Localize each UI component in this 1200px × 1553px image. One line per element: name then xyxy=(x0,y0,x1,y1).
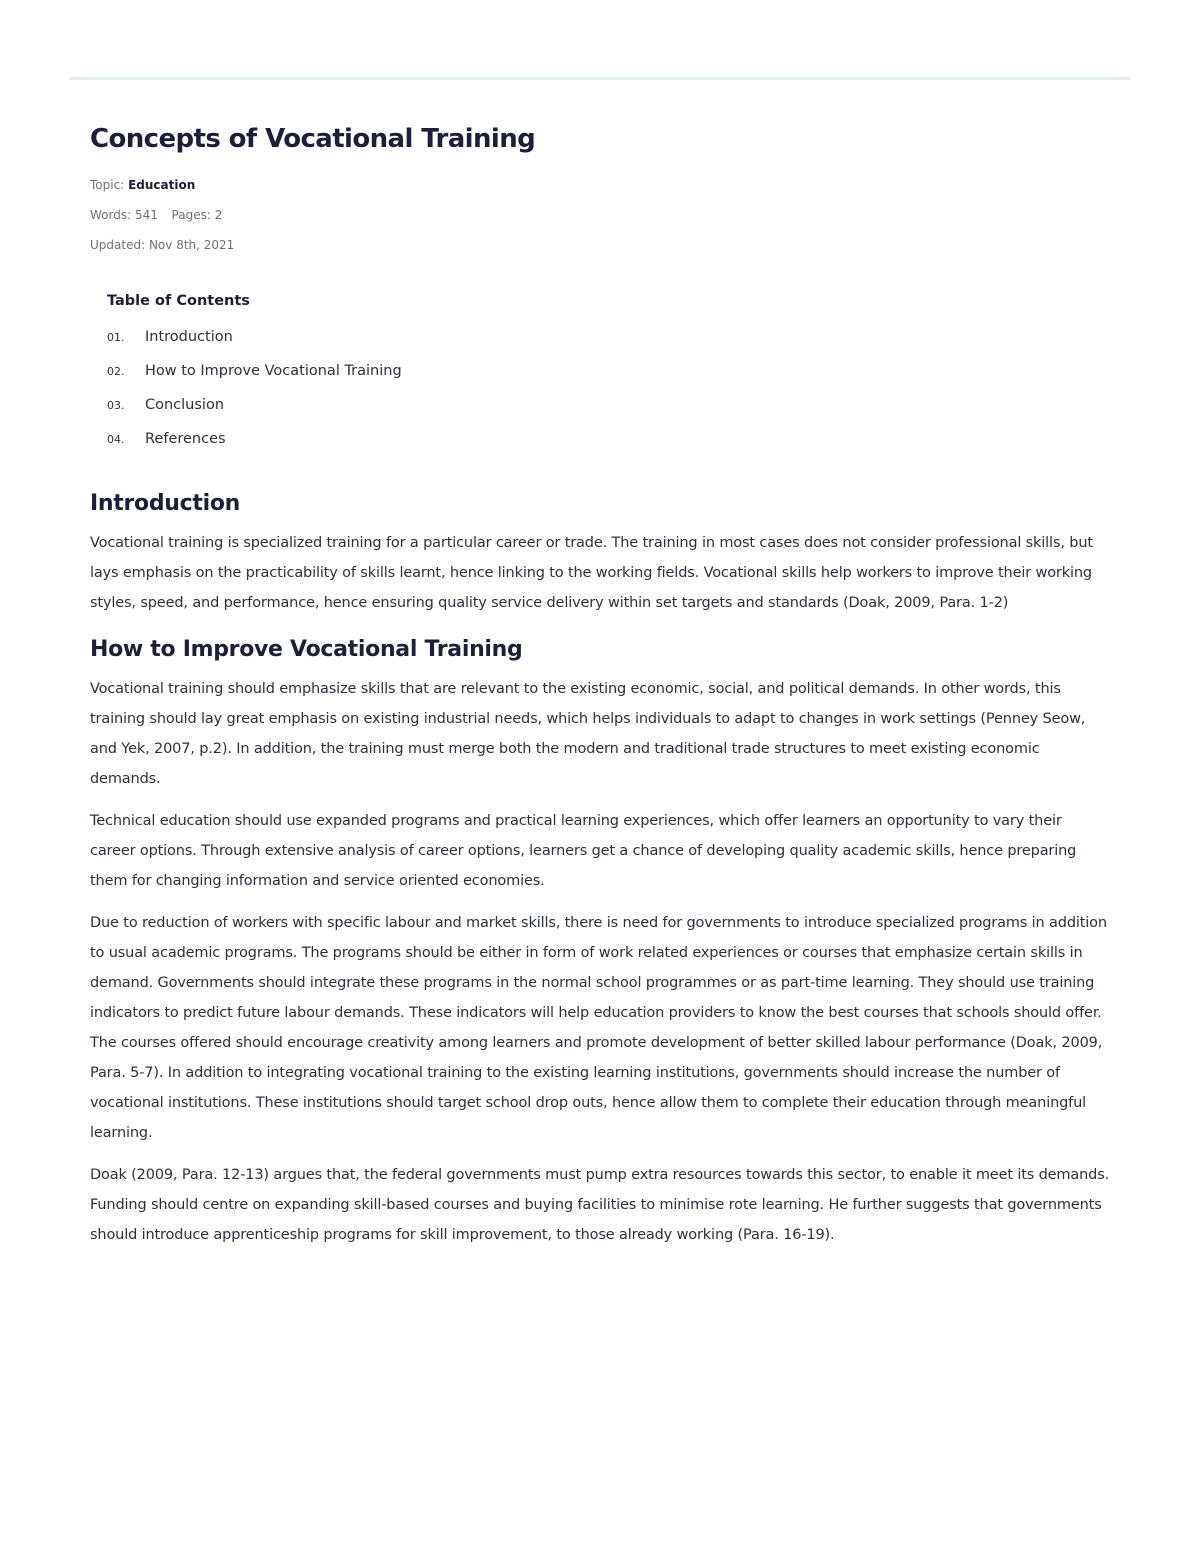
paragraph: Vocational training is specialized training for a particular career or trade. The training in most cases does not consider professional skills, but lays emphasis on the practicability of skills learnt, hence linking to the working fields. Vocational skills help workers to improve their working styles, speed, and performance, hence ensuring quality service delivery within set targets and standards (Doak, 2009, Para. 1-2) xyxy=(90,535,1093,611)
toc-item-number: 03. xyxy=(107,398,125,412)
paragraph: Doak (2009, Para. 12-13) argues that, the federal governments must pump extra resources towards this sector, to enable it meet its demands. Funding should centre on expanding skill-based courses and buying facilities to minimise rote learning. He further suggests that governments should introduce apprenticeship programs for skill improvement, to those already working (Para. 16-19). xyxy=(90,1167,1110,1243)
meta-updated xyxy=(90,230,1110,260)
top-divider xyxy=(70,77,1130,80)
toc-link-references[interactable]: References xyxy=(145,431,226,447)
meta-updated-label: Updated: xyxy=(90,238,146,252)
toc-item-conclusion xyxy=(107,388,1110,422)
document-title: Concepts of Vocational Training xyxy=(90,124,536,154)
paragraph: Technical education should use expanded programs and practical learning experiences, which offer learners an opportunity to vary their career options. Through extensive analysis of career options, learners get a chance of developing quality academic skills, hence preparing them for changing information and service oriented economies. xyxy=(90,813,1077,889)
section-heading-improve: How to Improve Vocational Training xyxy=(90,637,523,662)
toc-item-improve xyxy=(107,354,1110,388)
section-heading-introduction: Introduction xyxy=(90,491,241,516)
toc-item-references xyxy=(107,422,1110,456)
toc-title: Table of Contents xyxy=(107,293,250,309)
toc-link-introduction[interactable]: Introduction xyxy=(145,329,233,345)
meta-words-label: Words: xyxy=(90,208,132,222)
meta-counts xyxy=(90,200,1110,230)
meta-words-value: 541 xyxy=(134,208,158,222)
table-of-contents xyxy=(107,286,1110,456)
paragraph: Due to reduction of workers with specific labour and market skills, there is need for governments to introduce specialized programs in addition to usual academic programs. The programs should be either in form of work related experiences or courses that emphasize certain skills in demand. Governments should integrate these programs in the normal school programmes or as part-time learning. They should use training indicators to predict future labour demands. These indicators will help education providers to know the best courses that schools should offer. The courses offered should encourage creativity among learners and promote development of better skilled labour performance (Doak, 2009, Para. 5-7). In addition to integrating vocational training to the existing learning institutions, governments should increase the number of vocational institutions. These institutions should target school drop outs, hence allow them to complete their education through meaningful learning. xyxy=(90,915,1107,1141)
paragraph: Vocational training should emphasize skills that are relevant to the existing economic, social, and political demands. In other words, this training should lay great emphasis on existing industrial needs, which helps individuals to adapt to changes in work settings (Penney Seow, and Yek, 2007, p.2). In addition, the training must merge both the modern and traditional trade structures to meet existing economic demands. xyxy=(90,681,1086,787)
meta-topic xyxy=(90,170,1110,200)
document-meta xyxy=(90,170,1110,260)
toc-item-number: 04. xyxy=(107,432,125,446)
document-page xyxy=(90,120,1110,1250)
toc-item-introduction xyxy=(107,320,1110,354)
meta-topic-link[interactable]: Education xyxy=(128,178,196,192)
meta-pages-value: 2 xyxy=(214,208,223,222)
toc-link-improve[interactable]: How to Improve Vocational Training xyxy=(145,363,402,379)
toc-item-number: 02. xyxy=(107,364,125,378)
meta-pages-label: Pages: xyxy=(171,208,211,222)
toc-link-conclusion[interactable]: Conclusion xyxy=(145,397,225,413)
meta-topic-label: Topic: xyxy=(90,178,125,192)
meta-updated-value: Nov 8th, 2021 xyxy=(148,238,235,252)
toc-item-number: 01. xyxy=(107,330,125,344)
